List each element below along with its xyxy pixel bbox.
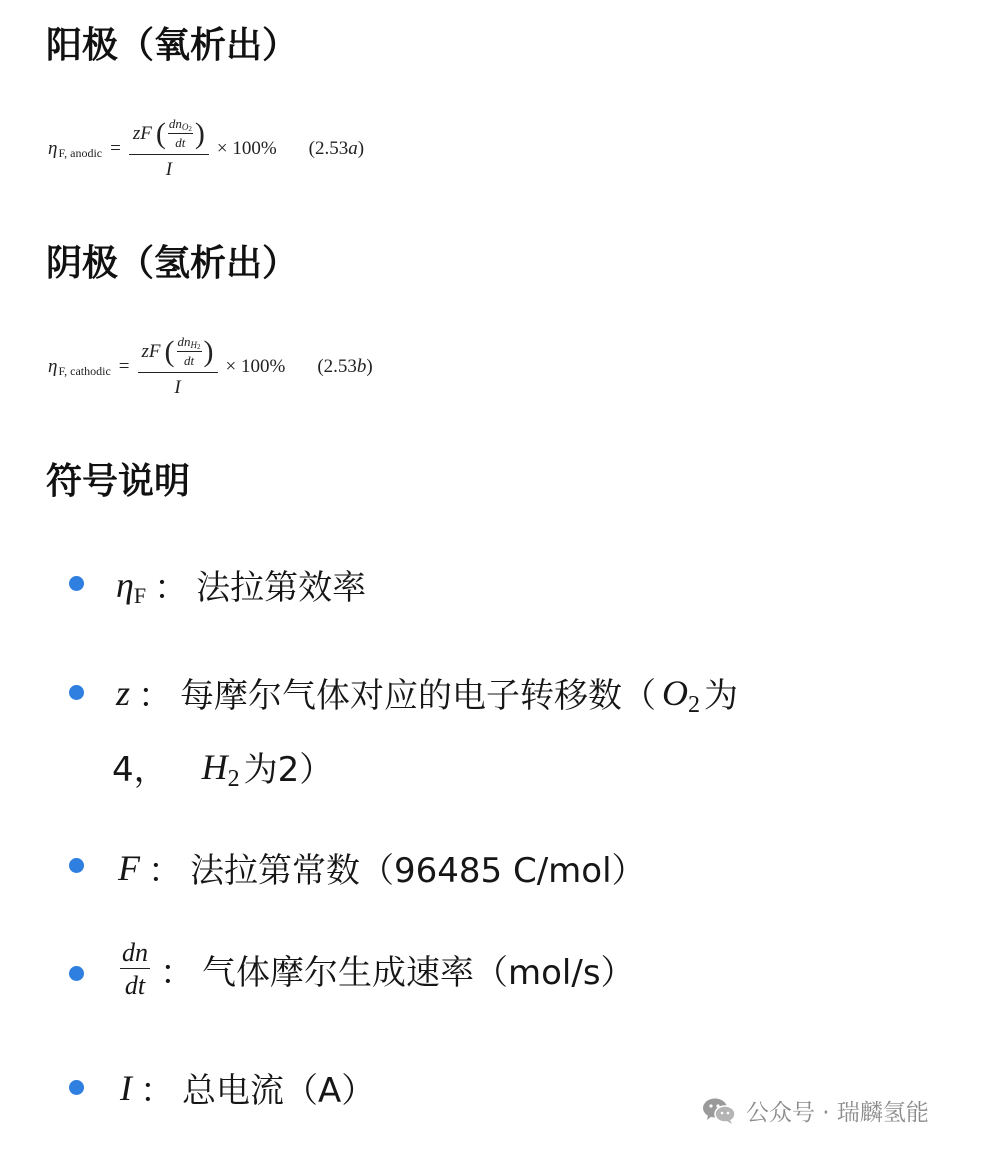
anodic-2-subsub: 2 [188,125,192,133]
cathodic-2-subsub: 2 [197,343,201,351]
I-symbol: I [120,1067,132,1108]
eta-symbol [116,564,146,606]
z-colon: ： [138,676,173,716]
z-h2-glyph: H [201,746,228,787]
bullet-dot [69,1080,84,1095]
cathodic-H-sub: H [190,340,198,350]
z-line2-head: 4， [112,750,168,790]
anodic-lparen: ( [155,116,166,150]
anodic-O-sub: O [181,122,189,132]
watermark [702,1094,929,1127]
cathodic-zF: zF [141,340,161,362]
z-o2-tail: 为 [704,676,739,716]
anodic-denominator: I [129,154,209,181]
bullet-dot [69,576,84,591]
cathodic-rparen: ) [203,334,214,368]
F-colon: ： [148,851,182,891]
cathodic-lhs [48,356,111,378]
eta-glyph: η [116,564,134,605]
I-colon: ： [140,1071,174,1111]
anodic-tag-close: ) [357,137,365,159]
z-o2-glyph: O [662,672,689,713]
anodic-rate-fraction [168,116,193,151]
rate-fraction [120,940,150,999]
anodic-numerator [129,116,209,154]
symbol-item-z-line2 [112,742,333,791]
z-o2-subscript: 2 [688,691,701,718]
eta-subscript: F [133,582,147,608]
cathodic-rate-top [177,334,202,351]
anodic-fraction [129,116,209,181]
anodic-lhs [48,138,102,160]
anodic-heading: 阳极（氧析出） [46,25,299,66]
watermark-text: 公众号 · 瑞麟氢能 [746,1100,929,1126]
bullet-dot [69,966,84,981]
cathodic-tag-number: (2.53 [317,355,357,377]
eta-colon: ： [154,568,189,608]
symbol-item-F [118,843,646,892]
symbol-item-z [116,668,738,717]
anodic-rate-bottom: dt [168,133,193,151]
F-symbol: F [118,847,140,888]
cathodic-heading: 阴极（氢析出） [46,243,299,284]
symbol-item-I [120,1063,375,1112]
cathodic-equals: = [118,355,130,377]
rate-colon: ： [160,953,194,993]
cathodic-tag-close: ) [366,355,373,377]
anodic-rate-top [168,116,193,133]
z-h2-subscript: 2 [227,765,240,792]
cathodic-eta: η [48,355,58,377]
rate-description: 气体摩尔生成速率（mol/s） [202,953,635,993]
cathodic-numerator [138,334,218,372]
z-h2-tail: 为2） [243,750,334,790]
anodic-equation [48,116,364,181]
cathodic-tag-letter: b [356,355,367,377]
cathodic-equation-tag [317,356,372,378]
anodic-equals: = [110,137,121,159]
z-o2-symbol [662,672,701,718]
rate-fraction-top: dn [122,938,148,967]
cathodic-rate-fraction [177,334,202,369]
anodic-times-100: × 100% [216,137,277,159]
anodic-eta-subscript: F, anodic [58,145,103,160]
F-description: 法拉第常数（96485 C/mol） [190,851,646,891]
anodic-rparen: ) [194,116,205,150]
z-h2-symbol [201,746,240,792]
cathodic-fraction [138,334,218,399]
symbol-item-eta [116,560,366,609]
eta-description: 法拉第效率 [196,568,367,608]
anodic-zF: zF [132,122,152,144]
rate-fraction-bottom: dt [120,968,150,999]
cathodic-denominator: I [138,372,218,399]
cathodic-equation [48,334,373,399]
bullet-dot [69,685,84,700]
anodic-tag-letter: a [348,137,358,159]
cathodic-eta-subscript: F, cathodic [58,363,111,378]
cathodic-times-100: × 100% [225,355,286,377]
z-description: 每摩尔气体对应的电子转移数（ [180,676,657,716]
I-description: 总电流（A） [182,1071,376,1111]
z-symbol: z [116,672,131,713]
cathodic-lparen: ( [164,334,175,368]
anodic-equation-tag [309,138,364,160]
wechat-icon [702,1097,736,1125]
symbols-heading: 符号说明 [46,461,191,502]
bullet-dot [69,858,84,873]
cathodic-rate-bottom: dt [177,351,202,369]
cathodic-dn: dn [177,334,191,349]
anodic-dn: dn [168,116,182,131]
anodic-tag-number: (2.53 [308,137,349,159]
anodic-eta: η [48,137,58,159]
symbol-item-rate [120,940,635,999]
